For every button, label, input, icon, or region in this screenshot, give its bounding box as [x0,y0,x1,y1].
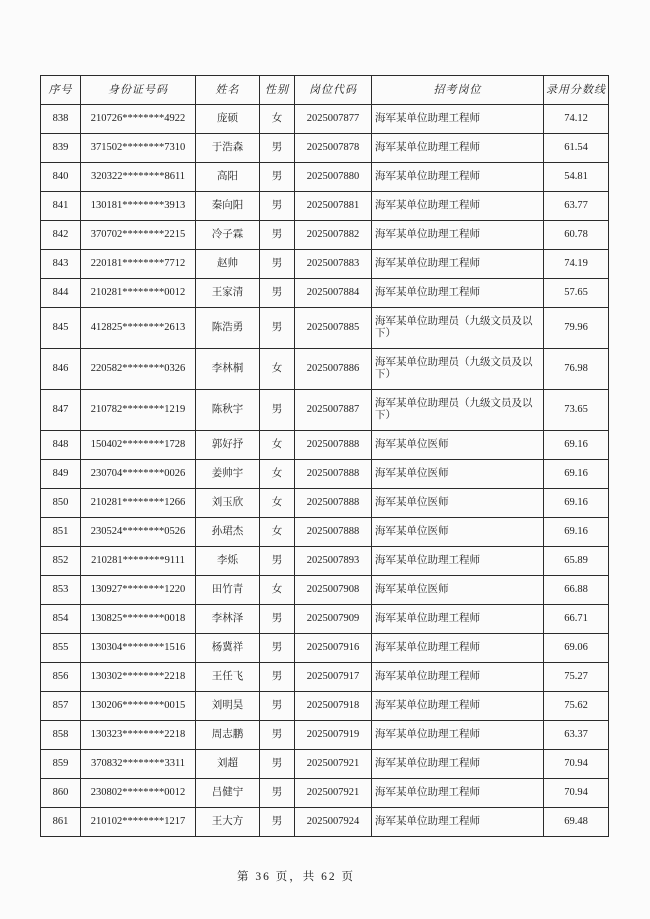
cell-position-code: 2025007886 [295,349,372,390]
cell-position-code: 2025007921 [295,779,372,808]
cell-position-code: 2025007921 [295,750,372,779]
cell-score: 54.81 [544,163,609,192]
cell-id-number: 130304********1516 [81,634,196,663]
cell-position-code: 2025007883 [295,250,372,279]
header-score: 录用分数线 [544,76,609,105]
cell-id-number: 220582********0326 [81,349,196,390]
cell-gender: 女 [260,460,295,489]
cell-score: 69.16 [544,460,609,489]
cell-gender: 男 [260,308,295,349]
cell-serial: 859 [41,750,81,779]
page-footer: 第 36 页，共 62 页 [237,871,355,883]
cell-position-code: 2025007884 [295,279,372,308]
cell-score: 79.96 [544,308,609,349]
cell-id-number: 130927********1220 [81,576,196,605]
cell-name: 刘超 [196,750,260,779]
cell-position-code: 2025007881 [295,192,372,221]
cell-serial: 850 [41,489,81,518]
cell-serial: 849 [41,460,81,489]
cell-id-number: 370832********3311 [81,750,196,779]
cell-name: 周志鹏 [196,721,260,750]
cell-position-code: 2025007877 [295,105,372,134]
cell-score: 61.54 [544,134,609,163]
table-row [41,250,609,279]
header-position: 招考岗位 [372,76,544,105]
cell-name: 赵帅 [196,250,260,279]
cell-id-number: 320322********8611 [81,163,196,192]
cell-position-code: 2025007882 [295,221,372,250]
cell-score: 65.89 [544,547,609,576]
cell-position: 海军某单位助理工程师 [372,605,544,634]
cell-name: 李林桐 [196,349,260,390]
cell-score: 69.16 [544,431,609,460]
cell-position-code: 2025007888 [295,518,372,547]
cell-score: 74.12 [544,105,609,134]
cell-gender: 男 [260,250,295,279]
cell-id-number: 230802********0012 [81,779,196,808]
cell-name: 李烁 [196,547,260,576]
header-name: 姓名 [196,76,260,105]
cell-position-code: 2025007908 [295,576,372,605]
cell-gender: 男 [260,192,295,221]
score-table [40,75,609,837]
cell-name: 冷子霖 [196,221,260,250]
cell-gender: 男 [260,221,295,250]
cell-name: 李林泽 [196,605,260,634]
cell-serial: 846 [41,349,81,390]
table-row [41,721,609,750]
cell-position: 海军某单位助理员（九级文员及以下） [372,349,544,390]
cell-position: 海军某单位助理工程师 [372,663,544,692]
cell-id-number: 150402********1728 [81,431,196,460]
cell-serial: 841 [41,192,81,221]
cell-score: 57.65 [544,279,609,308]
cell-name: 王任飞 [196,663,260,692]
cell-gender: 男 [260,634,295,663]
cell-id-number: 412825********2613 [81,308,196,349]
cell-gender: 女 [260,431,295,460]
cell-serial: 852 [41,547,81,576]
cell-position: 海军某单位助理工程师 [372,279,544,308]
cell-serial: 853 [41,576,81,605]
cell-gender: 女 [260,489,295,518]
cell-position-code: 2025007888 [295,460,372,489]
cell-score: 73.65 [544,390,609,431]
cell-position: 海军某单位助理员（九级文员及以下） [372,390,544,431]
cell-id-number: 220181********7712 [81,250,196,279]
cell-gender: 男 [260,779,295,808]
cell-serial: 860 [41,779,81,808]
cell-position: 海军某单位助理工程师 [372,808,544,837]
cell-gender: 女 [260,349,295,390]
cell-score: 60.78 [544,221,609,250]
cell-serial: 854 [41,605,81,634]
cell-position-code: 2025007916 [295,634,372,663]
cell-score: 70.94 [544,779,609,808]
cell-name: 孙珺杰 [196,518,260,547]
cell-name: 于浩森 [196,134,260,163]
cell-serial: 855 [41,634,81,663]
cell-gender: 男 [260,390,295,431]
cell-gender: 男 [260,547,295,576]
cell-gender: 男 [260,279,295,308]
cell-name: 王家清 [196,279,260,308]
cell-id-number: 371502********7310 [81,134,196,163]
cell-score: 69.06 [544,634,609,663]
cell-position-code: 2025007880 [295,163,372,192]
header-gender: 性别 [260,76,295,105]
cell-gender: 男 [260,163,295,192]
cell-gender: 男 [260,721,295,750]
cell-id-number: 130302********2218 [81,663,196,692]
cell-id-number: 210281********1266 [81,489,196,518]
cell-position-code: 2025007917 [295,663,372,692]
cell-gender: 女 [260,518,295,547]
cell-score: 69.16 [544,489,609,518]
table-row [41,808,609,837]
cell-position: 海军某单位助理工程师 [372,134,544,163]
cell-name: 刘玉欣 [196,489,260,518]
table-row [41,547,609,576]
cell-position-code: 2025007887 [295,390,372,431]
cell-gender: 女 [260,105,295,134]
cell-gender: 男 [260,750,295,779]
table-row [41,605,609,634]
cell-position-code: 2025007885 [295,308,372,349]
cell-score: 69.48 [544,808,609,837]
table-row [41,221,609,250]
cell-gender: 男 [260,605,295,634]
cell-id-number: 370702********2215 [81,221,196,250]
cell-gender: 女 [260,576,295,605]
cell-serial: 857 [41,692,81,721]
table-row [41,390,609,431]
cell-name: 吕健宁 [196,779,260,808]
cell-serial: 843 [41,250,81,279]
cell-name: 高阳 [196,163,260,192]
cell-name: 陈浩勇 [196,308,260,349]
cell-position-code: 2025007924 [295,808,372,837]
header-row [41,76,609,105]
cell-serial: 838 [41,105,81,134]
cell-score: 66.88 [544,576,609,605]
cell-serial: 848 [41,431,81,460]
cell-id-number: 210726********4922 [81,105,196,134]
cell-name: 王大方 [196,808,260,837]
cell-position: 海军某单位助理工程师 [372,192,544,221]
cell-id-number: 210281********0012 [81,279,196,308]
cell-serial: 851 [41,518,81,547]
cell-position: 海军某单位助理工程师 [372,692,544,721]
cell-score: 70.94 [544,750,609,779]
cell-gender: 男 [260,692,295,721]
cell-position: 海军某单位助理工程师 [372,105,544,134]
cell-position: 海军某单位医师 [372,460,544,489]
cell-name: 刘明昊 [196,692,260,721]
table-row [41,460,609,489]
table-row [41,518,609,547]
cell-name: 秦向阳 [196,192,260,221]
table-row [41,105,609,134]
cell-serial: 847 [41,390,81,431]
table-row [41,634,609,663]
cell-serial: 842 [41,221,81,250]
cell-position: 海军某单位医师 [372,431,544,460]
cell-gender: 男 [260,808,295,837]
cell-position-code: 2025007918 [295,692,372,721]
cell-id-number: 210782********1219 [81,390,196,431]
cell-position: 海军某单位助理工程师 [372,634,544,663]
cell-position-code: 2025007893 [295,547,372,576]
cell-id-number: 130181********3913 [81,192,196,221]
cell-position-code: 2025007888 [295,489,372,518]
table-body [41,105,609,837]
table-row [41,489,609,518]
cell-position: 海军某单位医师 [372,489,544,518]
table-row [41,192,609,221]
table-row [41,692,609,721]
cell-position-code: 2025007878 [295,134,372,163]
cell-name: 杨冀祥 [196,634,260,663]
cell-id-number: 210102********1217 [81,808,196,837]
table-row [41,134,609,163]
table-row [41,750,609,779]
cell-score: 63.77 [544,192,609,221]
cell-serial: 861 [41,808,81,837]
cell-serial: 845 [41,308,81,349]
cell-position: 海军某单位助理工程师 [372,163,544,192]
cell-score: 76.98 [544,349,609,390]
cell-position: 海军某单位助理员（九级文员及以下） [372,308,544,349]
cell-position-code: 2025007919 [295,721,372,750]
cell-position: 海军某单位助理工程师 [372,750,544,779]
table-row [41,663,609,692]
cell-score: 63.37 [544,721,609,750]
header-position-code: 岗位代码 [295,76,372,105]
table-row [41,431,609,460]
cell-serial: 840 [41,163,81,192]
cell-id-number: 230524********0526 [81,518,196,547]
cell-name: 郭好抒 [196,431,260,460]
cell-score: 75.27 [544,663,609,692]
cell-position: 海军某单位助理工程师 [372,250,544,279]
cell-gender: 男 [260,663,295,692]
cell-id-number: 130206********0015 [81,692,196,721]
table-row [41,779,609,808]
cell-position: 海军某单位助理工程师 [372,779,544,808]
cell-position: 海军某单位医师 [372,518,544,547]
table-row [41,308,609,349]
cell-serial: 844 [41,279,81,308]
table-row [41,576,609,605]
cell-name: 姜帅宇 [196,460,260,489]
cell-score: 66.71 [544,605,609,634]
cell-serial: 858 [41,721,81,750]
table-row [41,163,609,192]
cell-serial: 839 [41,134,81,163]
cell-position-code: 2025007909 [295,605,372,634]
header-serial: 序号 [41,76,81,105]
cell-name: 田竹青 [196,576,260,605]
cell-score: 69.16 [544,518,609,547]
cell-position: 海军某单位助理工程师 [372,547,544,576]
cell-score: 74.19 [544,250,609,279]
cell-serial: 856 [41,663,81,692]
cell-name: 陈秋宇 [196,390,260,431]
cell-position: 海军某单位助理工程师 [372,221,544,250]
table-row [41,279,609,308]
table-row [41,349,609,390]
cell-name: 庞硕 [196,105,260,134]
header-id-number: 身份证号码 [81,76,196,105]
cell-id-number: 230704********0026 [81,460,196,489]
cell-position: 海军某单位助理工程师 [372,721,544,750]
cell-id-number: 130323********2218 [81,721,196,750]
cell-position: 海军某单位医师 [372,576,544,605]
cell-id-number: 130825********0018 [81,605,196,634]
cell-score: 75.62 [544,692,609,721]
cell-gender: 男 [260,134,295,163]
cell-position-code: 2025007888 [295,431,372,460]
cell-id-number: 210281********9111 [81,547,196,576]
